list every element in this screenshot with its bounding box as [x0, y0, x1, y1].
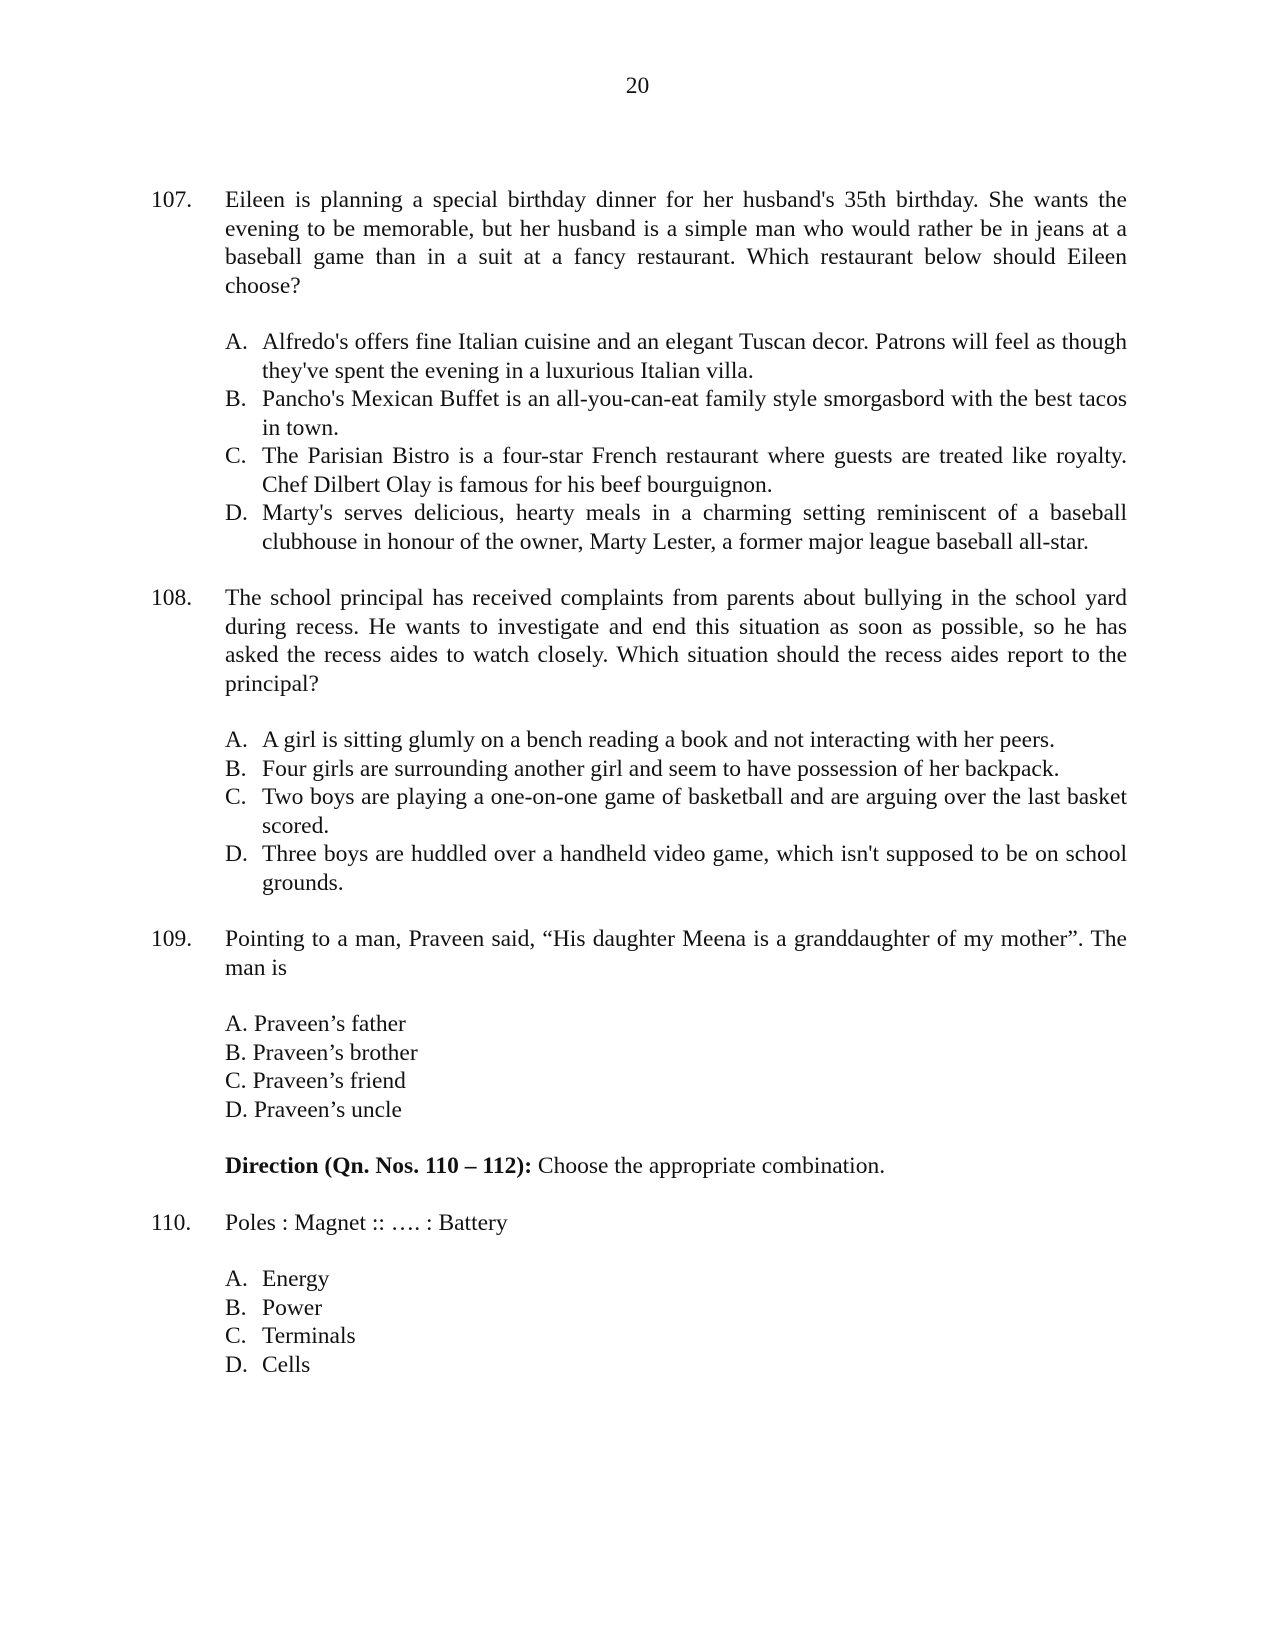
option-letter: C.	[225, 1068, 247, 1094]
option-item	[225, 1351, 1127, 1380]
option-letter: B.	[225, 1294, 247, 1321]
question-stem: Poles : Magnet :: …. : Battery	[225, 1209, 508, 1236]
option-text: Alfredo's offers fine Italian cuisine and an elegant Tuscan decor. Patrons will feel as though they've spent the evening in a luxurious Italian villa.	[262, 329, 1127, 384]
option-item	[225, 1039, 1127, 1068]
question-number: 109.	[151, 926, 193, 952]
spacer	[151, 897, 1127, 925]
option-list	[225, 1265, 1127, 1379]
option-item	[225, 499, 1127, 556]
spacer	[151, 556, 1127, 584]
option-item	[225, 328, 1127, 385]
option-item	[225, 1265, 1127, 1294]
direction-text: Choose the appropriate combination.	[537, 1153, 886, 1179]
question-stem: Pointing to a man, Praveen said, “His daughter Meena is a granddaughter of my mother”. The man is	[225, 926, 1127, 981]
question-108	[151, 584, 1127, 897]
option-item	[225, 1096, 1127, 1125]
option-item	[225, 385, 1127, 442]
option-text: Power	[262, 1294, 323, 1321]
option-text: Four girls are surrounding another girl and seem to have possession of her backpack.	[262, 755, 1060, 782]
page-number: 20	[625, 73, 650, 99]
option-text: Pancho's Mexican Buffet is an all-you-can-eat family style smorgasbord with the best tacos in town.	[262, 386, 1127, 441]
option-letter: C.	[225, 784, 247, 810]
option-list	[225, 1010, 1127, 1124]
direction-note	[225, 1152, 1127, 1181]
option-item	[225, 1294, 1127, 1323]
option-item	[225, 442, 1127, 499]
question-stem: Eileen is planning a special birthday dinner for her husband's 35th birthday. She wants the evening to be memorable, but her husband is a simple man who would rather be in jeans at a baseball game than in a suit at a fancy restaurant. Which restaurant below should Eileen choose?	[225, 187, 1127, 299]
option-item	[225, 726, 1127, 755]
spacer	[151, 1181, 1127, 1209]
question-107	[151, 186, 1127, 556]
spacer	[151, 1124, 1127, 1152]
option-item	[225, 1010, 1127, 1039]
option-letter: A.	[225, 329, 248, 355]
option-item	[225, 1067, 1127, 1096]
option-text: Energy	[262, 1266, 330, 1292]
option-letter: D.	[225, 500, 248, 526]
option-text: Terminals	[262, 1323, 356, 1349]
option-letter: B.	[225, 386, 247, 412]
option-letter: D.	[225, 1351, 248, 1378]
option-text: Marty's serves delicious, hearty meals in a charming setting reminiscent of a baseball clubhouse in honour of the owner, Marty Lester, a former major league baseball all-star.	[262, 500, 1127, 555]
option-letter: B.	[225, 1039, 247, 1066]
option-letter: D.	[225, 1096, 248, 1123]
direction-label: Direction (Qn. Nos. 110 – 112):	[225, 1153, 533, 1179]
question-110	[151, 1209, 1127, 1380]
option-letter: C.	[225, 443, 247, 469]
option-text: Praveen’s father	[253, 1011, 406, 1037]
option-letter: B.	[225, 755, 247, 782]
option-letter: A.	[225, 1266, 248, 1292]
option-text: Praveen’s uncle	[253, 1096, 402, 1123]
option-list	[225, 726, 1127, 897]
question-109	[151, 925, 1127, 1124]
option-list	[225, 328, 1127, 556]
option-text: Three boys are huddled over a handheld video game, which isn't supposed to be on school grounds.	[262, 841, 1127, 896]
option-text: Praveen’s brother	[252, 1039, 418, 1066]
question-stem: The school principal has received complaints from parents about bullying in the school yard during recess. He wants to investigate and end this situation as soon as possible, so he has asked the recess aides to watch closely. Which situation should the recess aides report to the principal?	[225, 585, 1127, 697]
option-letter: C.	[225, 1323, 247, 1349]
option-text: Two boys are playing a one-on-one game of basketball and are arguing over the last basket scored.	[262, 784, 1127, 839]
question-content	[151, 186, 1127, 1379]
option-text: The Parisian Bistro is a four-star French restaurant where guests are treated like royalty. Chef Dilbert Olay is famous for his beef bourguignon.	[262, 443, 1127, 498]
option-letter: D.	[225, 841, 248, 867]
question-number: 110.	[151, 1209, 192, 1236]
option-item	[225, 783, 1127, 840]
question-number: 107.	[151, 187, 193, 213]
option-text: Cells	[262, 1351, 311, 1378]
option-letter: A.	[225, 727, 248, 753]
option-item	[225, 755, 1127, 784]
option-item	[225, 1322, 1127, 1351]
option-text: A girl is sitting glumly on a bench reading a book and not interacting with her peers.	[262, 727, 1055, 753]
option-text: Praveen’s friend	[252, 1068, 406, 1094]
option-item	[225, 840, 1127, 897]
option-letter: A.	[225, 1011, 248, 1037]
question-number: 108.	[151, 585, 193, 611]
